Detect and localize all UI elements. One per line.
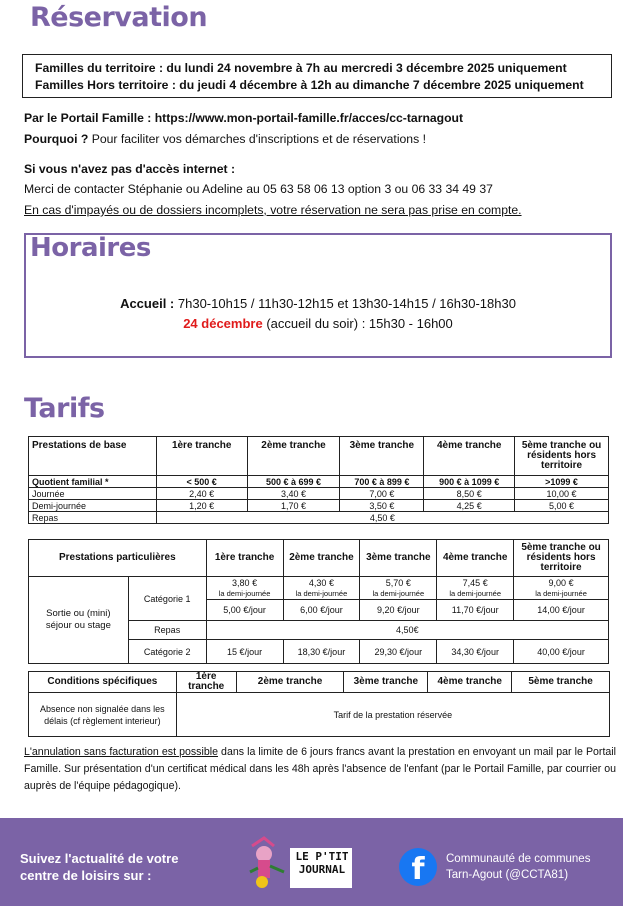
cat1-half-cell: 5,70 € la demi-journée	[360, 577, 437, 600]
cat1-half-cell: 3,80 € la demi-journée	[206, 577, 283, 600]
horaires-title: Horaires	[30, 233, 151, 263]
why-label: Pourquoi ?	[24, 132, 89, 146]
facebook-icon[interactable]: f	[399, 848, 437, 886]
why-line	[24, 131, 426, 147]
cat2-day-cell: 18,30 €/jour	[283, 640, 360, 664]
cat2-day-cell: 15 €/jour	[206, 640, 283, 664]
table-row	[29, 512, 609, 524]
horaires-box	[24, 233, 612, 358]
qf-cell: 500 € à 699 €	[247, 476, 340, 488]
cat1-label: Catégorie 1	[128, 577, 206, 621]
absence-value: Tarif de la prestation réservée	[176, 693, 609, 737]
price-cell: 3,40 €	[247, 488, 340, 500]
cond-header-t5: 5ème tranche	[512, 672, 610, 693]
cond-header-label: Conditions spécifiques	[29, 672, 177, 693]
part-header-t5: 5ème tranche ou résidents hors territoire	[514, 540, 609, 577]
cat1-half-cell: 4,30 € la demi-journée	[283, 577, 360, 600]
facebook-page-text[interactable]	[446, 851, 590, 883]
cat1-half-cell: 9,00 € la demi-journée	[514, 577, 609, 600]
base-header-label: Prestations de base	[29, 437, 157, 476]
price-cell: 1,20 €	[156, 500, 247, 512]
price-cell: 4,25 €	[424, 500, 515, 512]
base-header-t5: 5ème tranche ou résidents hors territoire	[515, 437, 609, 476]
cond-header-t4: 4ème tranche	[428, 672, 512, 693]
tarifs-conditions-table	[28, 671, 610, 737]
part-header-label: Prestations particulières	[29, 540, 207, 577]
cat2-label: Catégorie 2	[128, 640, 206, 664]
repas-label: Repas	[29, 512, 157, 524]
tarifs-particulieres-table	[28, 539, 609, 664]
no-internet-title: Si vous n'avez pas d'accès internet :	[24, 162, 236, 176]
qf-cell: 900 € à 1099 €	[424, 476, 515, 488]
base-header-t1: 1ère tranche	[156, 437, 247, 476]
fb-line: Communauté de communes	[446, 853, 591, 865]
special-date-line	[26, 316, 610, 331]
part-header-t4: 4ème tranche	[437, 540, 514, 577]
group-label: Sortie ou (mini) séjour ou stage	[29, 577, 129, 664]
why-text: Pour faciliter vos démarches d'inscriptions et de réservations !	[91, 132, 426, 146]
part-repas-value: 4,50€	[206, 621, 608, 640]
table-row	[29, 500, 609, 512]
part-header-t2: 2ème tranche	[283, 540, 360, 577]
cond-header-t3: 3ème tranche	[344, 672, 428, 693]
cat1-day-cell: 14,00 €/jour	[514, 600, 609, 621]
journal-text	[294, 850, 350, 876]
portal-link[interactable]: Par le Portail Famille : https://www.mon-portail-famille.fr/acces/cc-tarnagout	[24, 111, 464, 125]
row-label: Journée	[29, 488, 157, 500]
cat1-day-cell: 6,00 €/jour	[283, 600, 360, 621]
accueil-label: Accueil :	[120, 296, 175, 311]
row-label: Demi-journée	[29, 500, 157, 512]
cond-header-t2: 2ème tranche	[236, 672, 344, 693]
reservation-dates-box	[22, 54, 612, 98]
reservation-title: Réservation	[30, 2, 208, 33]
absence-label: Absence non signalée dans les délais (cf règlement interieur)	[29, 693, 177, 737]
price-cell: 2,40 €	[156, 488, 247, 500]
price-cell: 3,50 €	[340, 500, 424, 512]
annulation-underlined: L'annulation sans facturation est possible	[24, 746, 218, 758]
repas-value: 4,50 €	[156, 512, 608, 524]
qf-cell: < 500 €	[156, 476, 247, 488]
qf-label: Quotient familial *	[29, 476, 157, 488]
footer-banner	[0, 818, 623, 906]
follow-line: centre de loisirs sur :	[20, 868, 152, 883]
price-cell: 7,00 €	[340, 488, 424, 500]
price-cell: 10,00 €	[515, 488, 609, 500]
cond-header-t1: 1ère tranche	[176, 672, 236, 693]
cat1-day-cell: 11,70 €/jour	[437, 600, 514, 621]
price-cell: 5,00 €	[515, 500, 609, 512]
accueil-line	[26, 296, 610, 311]
cat2-day-cell: 34,30 €/jour	[437, 640, 514, 664]
base-header-t4: 4ème tranche	[424, 437, 515, 476]
contact-text: Merci de contacter Stéphanie ou Adeline au 05 63 58 06 13 option 3 ou 06 33 34 49 37	[24, 182, 493, 196]
base-header-t2: 2ème tranche	[247, 437, 340, 476]
annulation-rest: dans la limite de 6 jours francs avant la prestation en envoyant un mail par le Portail Famille. Sur présentation d'un certificat médical dans les 48h après l'absence de l'enfant (par le Portail Famille, par courrier ou auprès de l'équipe pédagogique).	[24, 746, 616, 792]
price-cell: 8,50 €	[424, 488, 515, 500]
special-date: 24 décembre	[183, 316, 263, 331]
journal-line: LE P'TIT	[295, 850, 349, 863]
follow-line: Suivez l'actualité de votre	[20, 851, 179, 866]
cat2-day-cell: 29,30 €/jour	[360, 640, 437, 664]
dates-territory: Familles du territoire : du lundi 24 novembre à 7h au mercredi 3 décembre 2025 uniquement	[35, 61, 567, 75]
ptit-journal-logo[interactable]	[244, 832, 356, 894]
qf-cell: >1099 €	[515, 476, 609, 488]
special-date-text: (accueil du soir) : 15h30 - 16h00	[266, 316, 453, 331]
price-cell: 1,70 €	[247, 500, 340, 512]
cat2-day-cell: 40,00 €/jour	[514, 640, 609, 664]
follow-text	[20, 850, 178, 884]
cat1-half-cell: 7,45 € la demi-journée	[437, 577, 514, 600]
cat1-day-cell: 5,00 €/jour	[206, 600, 283, 621]
cat1-day-cell: 9,20 €/jour	[360, 600, 437, 621]
fb-line: Tarn-Agout (@CCTA81)	[446, 869, 569, 881]
accueil-times: 7h30-10h15 / 11h30-12h15 et 13h30-14h15 / 16h30-18h30	[177, 296, 516, 311]
table-row	[29, 488, 609, 500]
qf-cell: 700 € à 899 €	[340, 476, 424, 488]
tarifs-base-table	[28, 436, 609, 524]
part-repas-label: Repas	[128, 621, 206, 640]
base-header-t3: 3ème tranche	[340, 437, 424, 476]
warning-text: En cas d'impayés ou de dossiers incomplets, votre réservation ne sera pas prise en compte.	[24, 203, 522, 217]
tarifs-title: Tarifs	[24, 393, 105, 424]
annulation-paragraph	[24, 744, 616, 795]
part-header-t1: 1ère tranche	[206, 540, 283, 577]
journal-line: JOURNAL	[298, 863, 346, 876]
dates-outside-territory: Familles Hors territoire : du jeudi 4 décembre à 12h au dimanche 7 décembre 2025 uniquement	[35, 78, 584, 92]
part-header-t3: 3ème tranche	[360, 540, 437, 577]
